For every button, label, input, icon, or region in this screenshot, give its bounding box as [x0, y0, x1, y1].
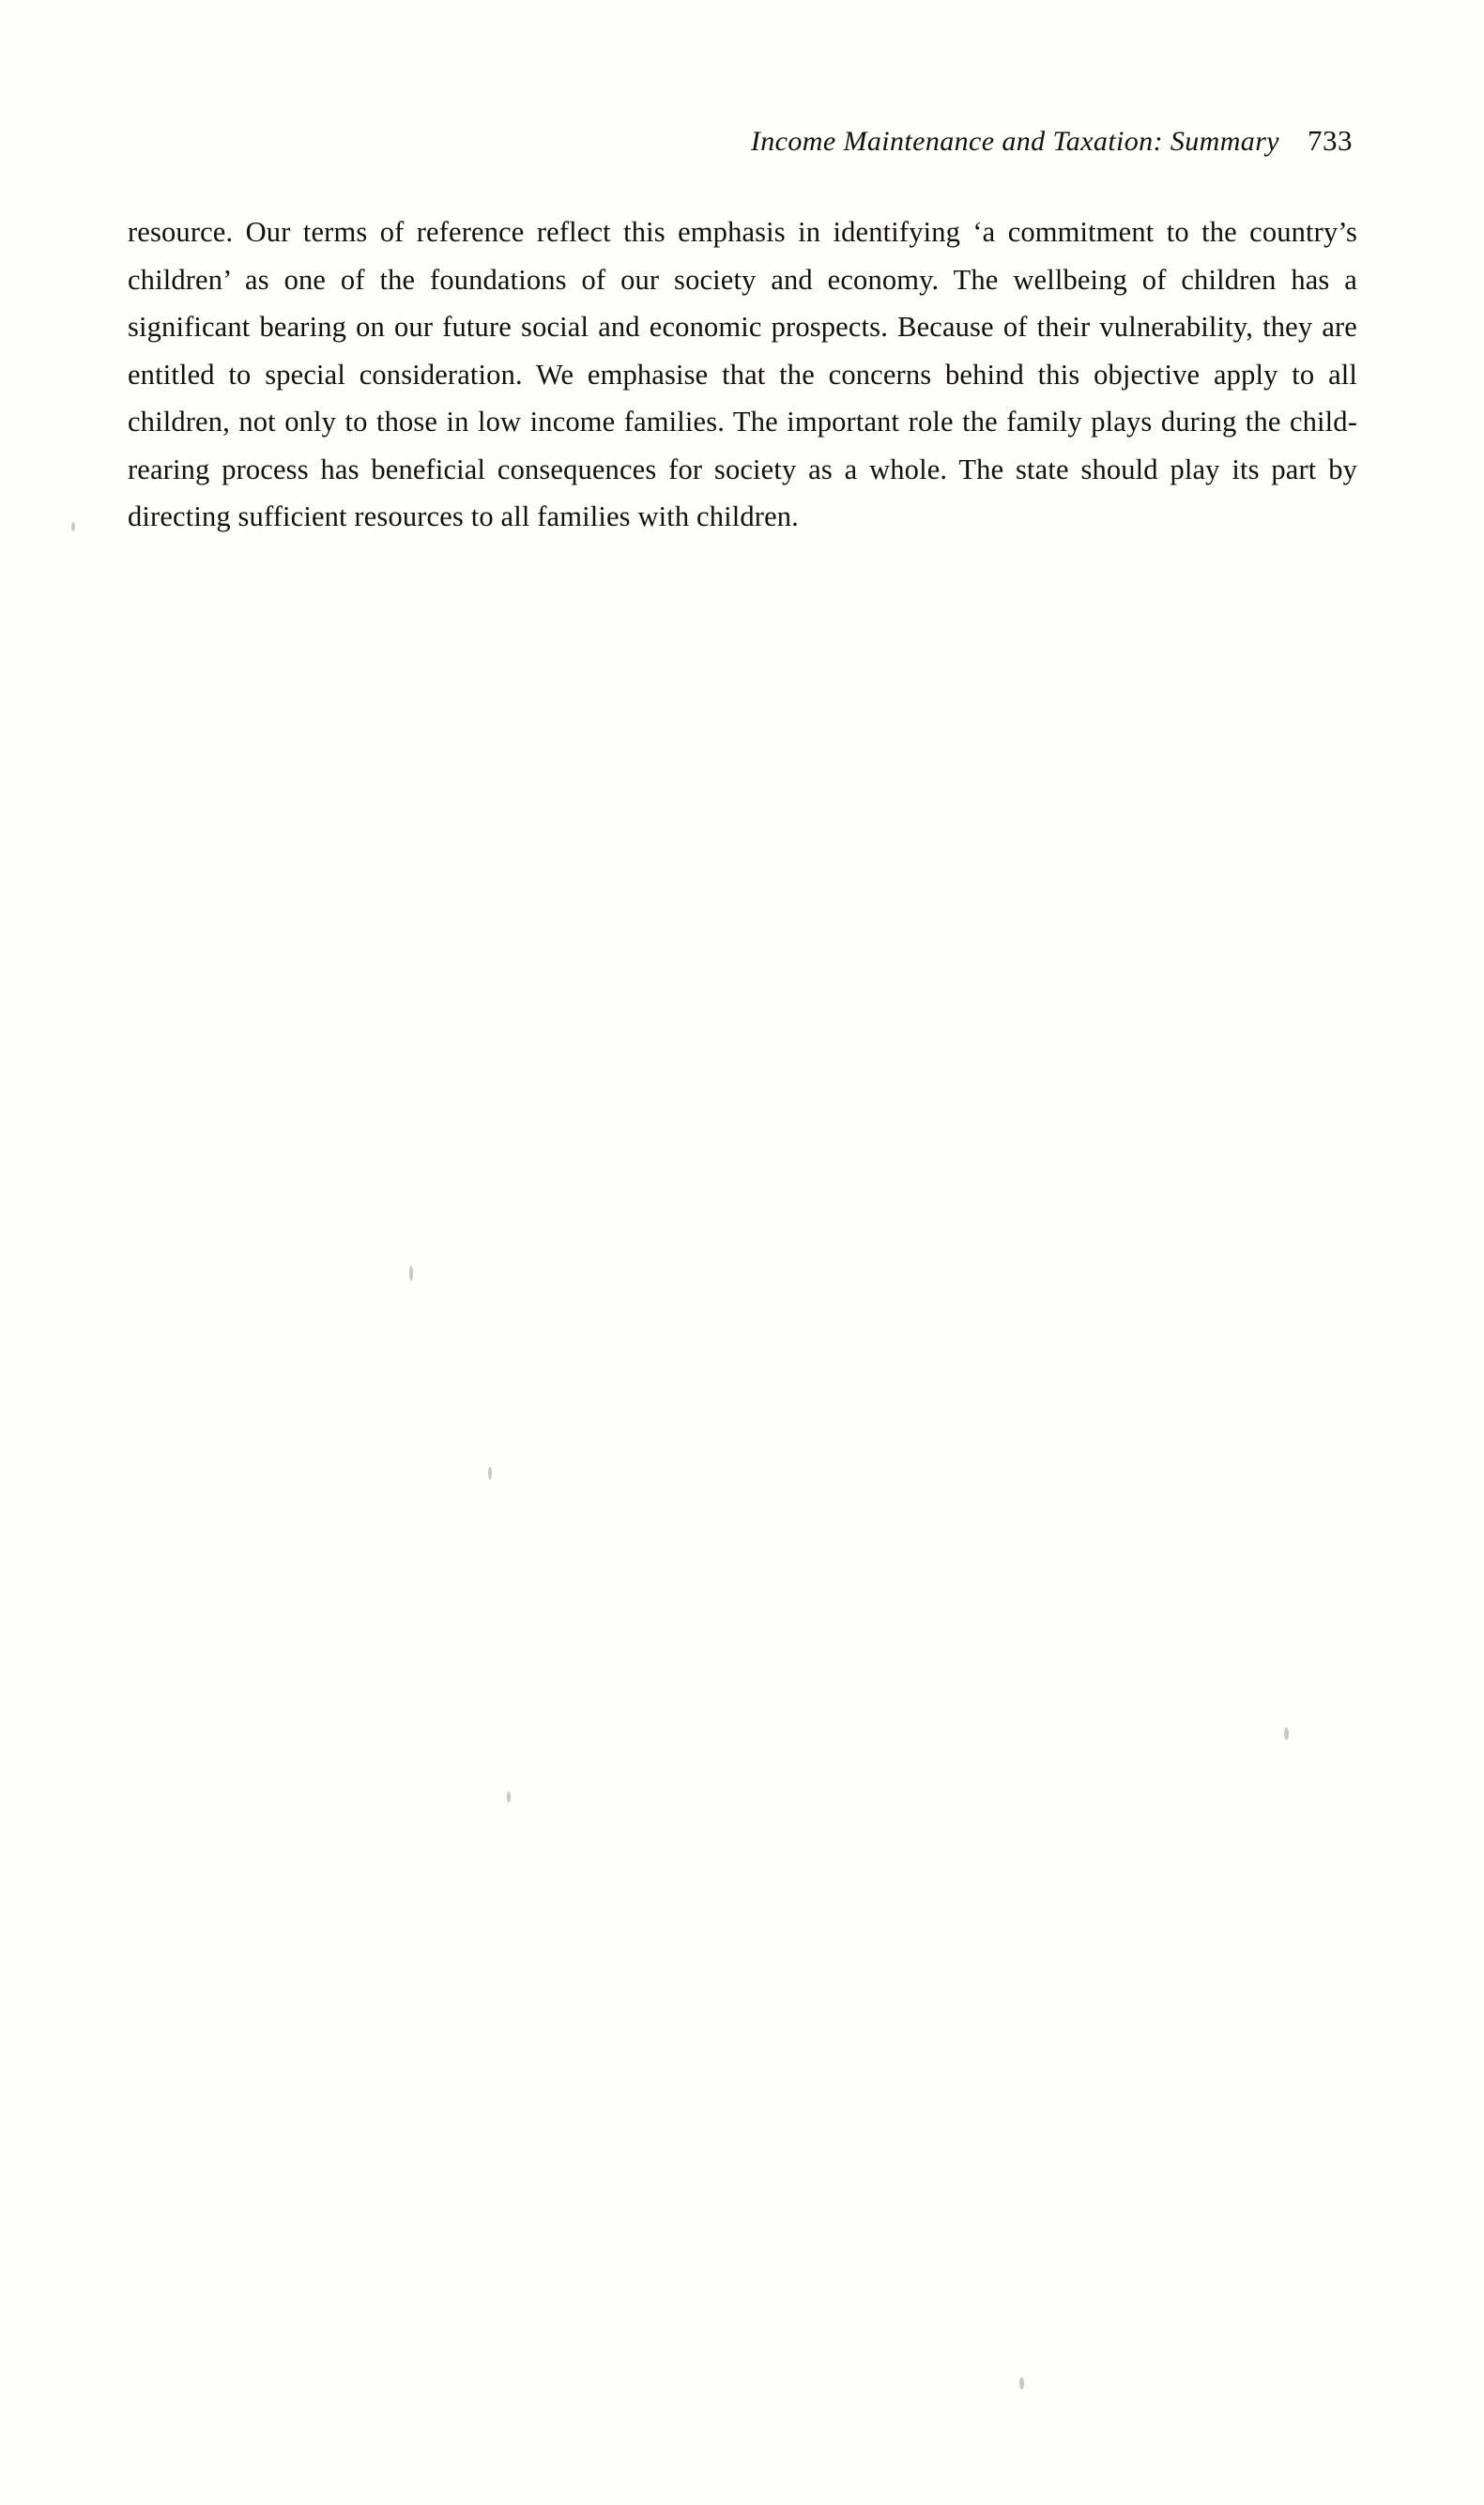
- running-head: [131, 124, 1353, 169]
- scan-speckle: [488, 1467, 492, 1480]
- scan-speckle: [1019, 2377, 1024, 2390]
- running-head-title: Income Maintenance and Taxation: Summary: [750, 126, 1279, 157]
- page-number: 733: [1308, 124, 1353, 157]
- scan-speckle: [507, 1791, 511, 1803]
- scan-speckle: [1284, 1728, 1289, 1740]
- scan-speckle: [71, 522, 75, 531]
- body-paragraph: resource. Our terms of reference reflect this emphasis in identifying ‘a commitment to the country’s children’ as one of the foundations of our society and economy. The wellbeing of children has a significant bearing on our future social and economic prospects. Because of their vulnerability, they are entitled to special consideration. We emphasise that the concerns behind this objective apply to all children, not only to those in low income families. The important role the family plays during the child-rearing process has beneficial consequences for society as a whole. The state should play its part by directing sufficient resources to all families with children.: [128, 216, 1357, 532]
- body-text-block: [128, 208, 1357, 541]
- scan-speckle: [409, 1266, 413, 1281]
